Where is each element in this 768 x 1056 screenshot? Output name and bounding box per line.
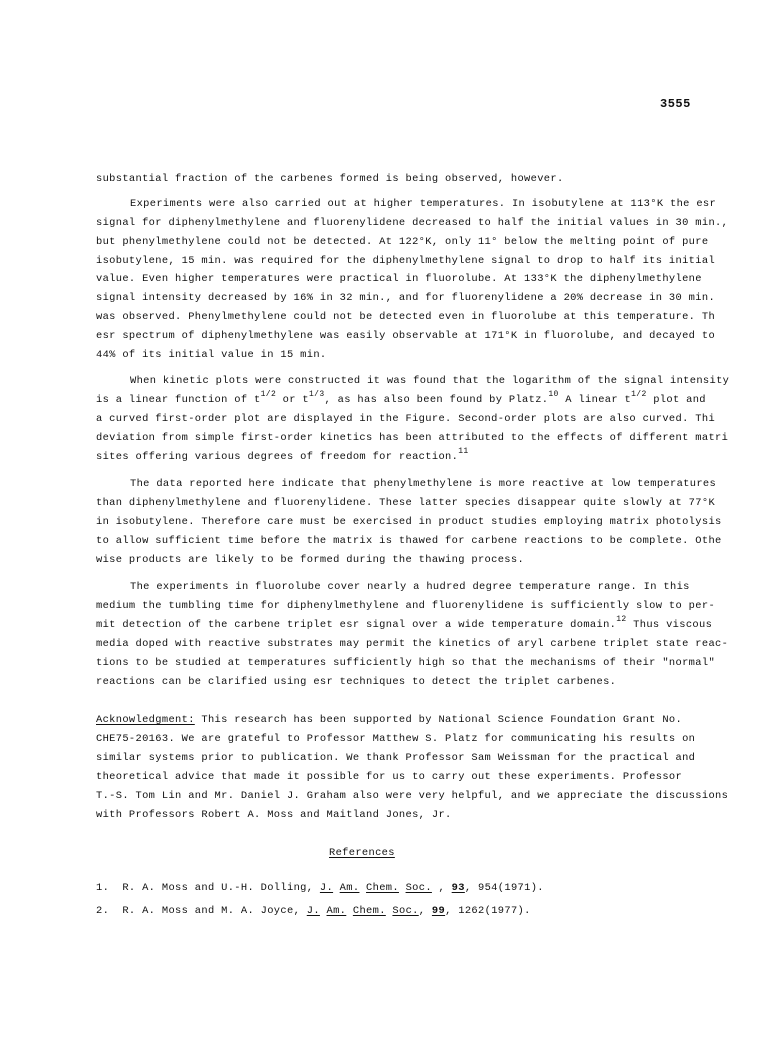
journal-abbrev: Am. xyxy=(339,882,360,894)
text-run: , xyxy=(418,905,432,917)
superscript: 1/2 xyxy=(631,390,647,399)
text-run: , 954(1971). xyxy=(464,882,544,894)
text-line: signal for diphenylmethylene and fluorenylidene decreased to half the initial values in 30 min., xyxy=(96,217,729,229)
text-line: with Professors Robert A. Moss and Maitland Jones, Jr. xyxy=(96,809,452,821)
text-line: isobutylene, 15 min. was required for the diphenylmethylene signal to drop to half its initial xyxy=(96,255,716,267)
journal-abbrev: Am. xyxy=(326,905,347,917)
text-line: theoretical advice that made it possible for us to carry out these experiments. Professor xyxy=(96,771,683,783)
text-line: value. Even higher temperatures were practical in fluorolube. At 133°K the diphenylmethylene xyxy=(96,273,702,285)
text-line: than diphenylmethylene and fluorenylidene. These latter species disappear quite slowly at 77°K xyxy=(96,497,716,509)
text-run: mit detection of the carbene triplet esr signal over a wide temperature domain. xyxy=(96,619,617,631)
journal-abbrev: J. xyxy=(306,905,320,917)
journal-abbrev: J. xyxy=(319,882,334,894)
text-line: reactions can be clarified using esr techniques to detect the triplet carbenes. xyxy=(96,676,617,688)
text-line: T.-S. Tom Lin and Mr. Daniel J. Graham also were very helpful, and we appreciate the discussions xyxy=(96,790,729,802)
text-line: signal intensity decreased by 16% in 32 min., and for fluorenylidene a 20% decrease in 30 min. xyxy=(96,292,716,304)
text-run: plot and xyxy=(646,394,706,406)
text-line: substantial fraction of the carbenes formed is being observed, however. xyxy=(96,173,564,185)
text-line: esr spectrum of diphenylmethylene was easily observable at 171°K in fluorolube, and decayed to xyxy=(96,330,716,342)
journal-abbrev: Chem. xyxy=(366,882,399,894)
citation-superscript: 11 xyxy=(458,447,469,456)
reference-authors: R. A. Moss and M. A. Joyce, xyxy=(122,905,307,917)
text-line: The data reported here indicate that phenylmethylene is more reactive at low temperatures xyxy=(130,478,717,490)
text-line xyxy=(96,447,469,464)
reference-volume: 99 xyxy=(431,905,446,917)
reference-authors: R. A. Moss and U.-H. Dolling, xyxy=(122,882,320,894)
text-run: Thus viscous xyxy=(626,619,713,631)
journal-abbrev: Soc. xyxy=(405,882,432,894)
reference-number: 1. xyxy=(96,882,110,894)
text-line: was observed. Phenylmethylene could not be detected even in fluorolube at this temperature. Th xyxy=(96,311,716,323)
reference-item xyxy=(96,881,544,895)
text-line: The experiments in fluorolube cover nearly a hudred degree temperature range. In this xyxy=(130,581,690,593)
superscript: 1/3 xyxy=(309,390,325,399)
reference-item xyxy=(96,904,531,918)
text-line xyxy=(96,615,713,632)
text-run: A linear t xyxy=(558,394,632,406)
text-run: , 1262(1977). xyxy=(445,905,531,917)
text-line: similar systems prior to publication. We thank Professor Sam Weissman for the practical and xyxy=(96,752,696,764)
reference-number: 2. xyxy=(96,905,110,917)
text-line: media doped with reactive substrates may permit the kinetics of aryl carbene triplet state reac- xyxy=(96,638,729,650)
text-line: medium the tumbling time for diphenylmethylene and fluorenylidene is sufficiently slow to per- xyxy=(96,600,716,612)
journal-abbrev: Chem. xyxy=(352,905,386,917)
text-run: , as has also been found by Platz. xyxy=(324,394,549,406)
text-line: wise products are likely to be formed during the thawing process. xyxy=(96,554,525,566)
text-run: sites offering various degrees of freedom for reaction. xyxy=(96,451,459,463)
superscript: 1/2 xyxy=(260,390,277,399)
text-line: Experiments were also carried out at higher temperatures. In isobutylene at 113°K the esr xyxy=(130,198,717,210)
citation-superscript: 10 xyxy=(548,390,559,399)
text-line: 44% of its initial value in 15 min. xyxy=(96,349,327,361)
text-line: When kinetic plots were constructed it was found that the logarithm of the signal intensity xyxy=(130,375,730,387)
text-run: or t xyxy=(276,394,310,406)
text-line: CHE75-20163. We are grateful to Professor Matthew S. Platz for communicating his results on xyxy=(96,733,696,745)
text-run: is a linear function of t xyxy=(96,394,261,406)
text-run: This research has been supported by National Science Foundation Grant No. xyxy=(194,714,683,726)
journal-abbrev: Soc. xyxy=(392,905,419,917)
page-number: 3555 xyxy=(660,97,691,111)
text-line xyxy=(96,390,706,407)
text-line: tions to be studied at temperatures sufficiently high so that the mechanisms of their "normal" xyxy=(96,657,716,669)
text-line: a curved first-order plot are displayed in the Figure. Second-order plots are also curved. Thi xyxy=(96,413,716,425)
citation-superscript: 12 xyxy=(616,615,627,624)
reference-volume: 93 xyxy=(451,882,465,894)
acknowledgment-label: Acknowledgment: xyxy=(96,714,195,726)
references-heading: References xyxy=(329,847,395,859)
text-run: , xyxy=(431,882,452,894)
text-line: deviation from simple first-order kinetics has been attributed to the effects of different matri xyxy=(96,432,729,444)
text-line xyxy=(96,713,682,727)
text-line: to allow sufficient time before the matrix is thawed for carbene reactions to be complete. Othe xyxy=(96,535,722,547)
text-line: but phenylmethylene could not be detected. At 122°K, only 11° below the melting point of pure xyxy=(96,236,709,248)
text-line: in isobutylene. Therefore care must be exercised in product studies employing matrix photolysis xyxy=(96,516,722,528)
